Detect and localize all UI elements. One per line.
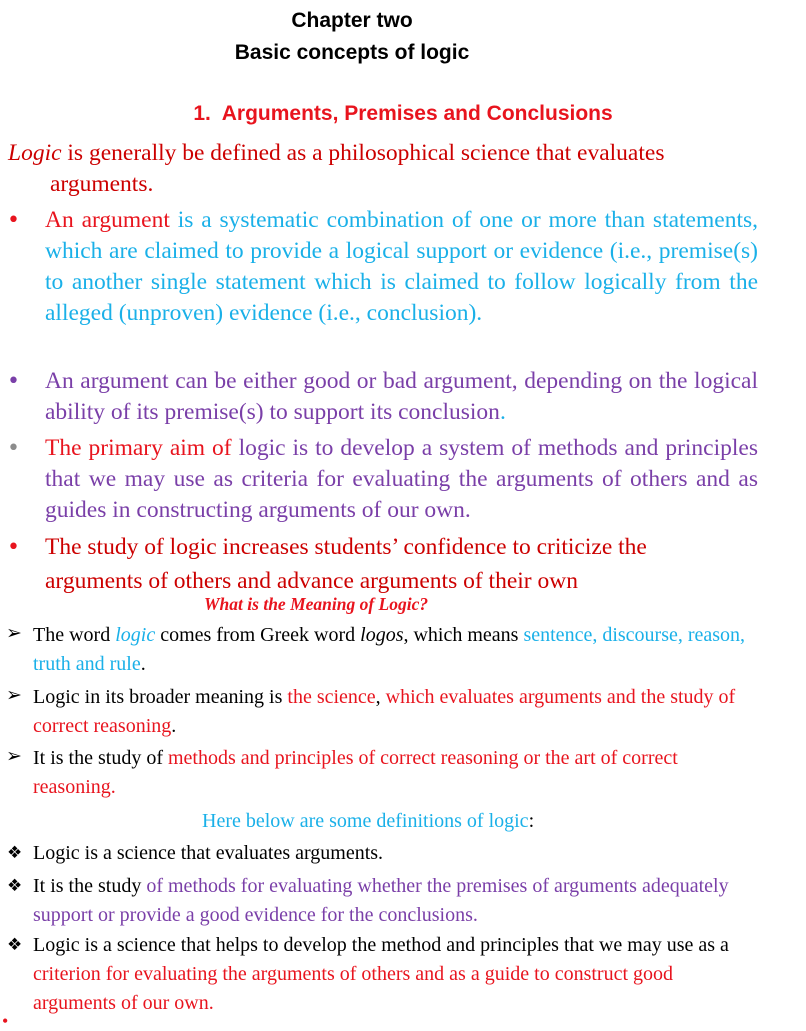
arrow-item-study-of-methods — [6, 744, 755, 802]
item-text: Logic is a science that helps to develop the method and principles that we may use as a — [33, 934, 729, 956]
item-text: , — [375, 686, 386, 708]
section-title: Arguments, Premises and Conclusions — [221, 102, 613, 125]
logos-meanings: sentence, discourse, reason, truth and rule — [33, 624, 746, 675]
item-text: . — [140, 653, 146, 675]
chapter-subtitle: Basic concepts of logic — [234, 41, 470, 64]
document-panel — [0, 578, 768, 1031]
chapter-title: Chapter two — [291, 9, 413, 32]
arrow-bullet-icon: ➢ — [6, 684, 22, 706]
bullet-marker: • — [7, 208, 20, 233]
highlight-text: methods and principles of correct reasoning or the art of correct reasoning. — [33, 747, 678, 798]
definition-item-1 — [7, 839, 755, 868]
cut-off-bullet-mark: • — [2, 1011, 9, 1031]
diamond-bullet-icon: ❖ — [7, 935, 23, 955]
term-logos: logos — [360, 624, 404, 646]
item-text: , which means — [403, 624, 524, 646]
cutoff-text-line — [45, 562, 758, 594]
section-heading — [0, 102, 806, 126]
logic-definition-continuation: arguments. — [50, 171, 154, 197]
bullet-marker: • — [7, 369, 20, 394]
highlight-text: which evaluates arguments and the study of correct reasoning — [33, 686, 736, 737]
bullet-text: is a systematic combination of one or more than statements, which are claimed to provide a logical support or evidence (i.e., premise(s) to another single statement which is claimed to follow logically from the alleged (unproven) evidence (i.e., conclusion). — [45, 207, 758, 326]
bullet-marker: • — [7, 535, 20, 560]
definitions-intro — [202, 807, 534, 836]
meaning-heading: What is the Meaning of Logic? — [204, 594, 429, 614]
arrow-item-broader-meaning — [6, 683, 755, 741]
logic-definition-text: is generally be defined as a philosophical science that evaluates — [61, 140, 665, 166]
highlight-text: the science — [287, 686, 376, 708]
bullet-good-or-bad-argument — [7, 366, 758, 428]
bullet-text: An argument can be either good or bad argument, depending on the logical ability of its premise(s) to support its conclusion — [45, 368, 758, 425]
bullet-study-of-logic — [7, 532, 758, 563]
item-text: It is the study — [33, 875, 147, 897]
definitions-intro-text: Here below are some definitions of logic — [202, 810, 529, 832]
bullet-lead: An argument — [45, 207, 170, 233]
bullet-text: The study of logic increases students’ confidence to criticize the — [45, 534, 647, 560]
item-text: It is the study of — [33, 747, 168, 769]
logic-term: Logic — [8, 140, 62, 166]
item-text: Logic in its broader meaning is — [33, 686, 288, 708]
item-text: comes from Greek word — [155, 624, 361, 646]
bullet-text: logic is to develop a system of methods and principles that we may use as criteria for evaluating the arguments of others and as guides in constructing arguments of our own. — [45, 435, 758, 523]
bullet-marker: • — [7, 436, 20, 461]
item-text: The word — [33, 624, 116, 646]
cutoff-text: arguments of others and advance arguments of their own — [45, 568, 578, 594]
item-text: . — [171, 715, 177, 737]
bullet-argument-definition — [7, 205, 758, 329]
arrow-bullet-icon: ➢ — [6, 622, 22, 644]
bullet-lead: The primary aim of — [45, 435, 232, 461]
item-text: Logic is a science that evaluates arguments. — [33, 842, 384, 864]
highlight-text: criterion for evaluating the arguments of others and as a guide to construct good arguments of our own. — [33, 963, 673, 1014]
term-logic: logic — [115, 624, 156, 646]
bullet-primary-aim — [7, 433, 758, 526]
diamond-bullet-icon: ❖ — [7, 843, 23, 863]
arrow-item-word-logic — [6, 621, 755, 679]
diamond-bullet-icon: ❖ — [7, 876, 23, 896]
definitions-intro-colon: : — [528, 810, 535, 832]
bullet-end: . — [499, 399, 506, 425]
logic-definition — [8, 138, 758, 200]
section-number: 1. — [193, 102, 211, 125]
arrow-bullet-icon: ➢ — [6, 745, 22, 767]
definition-item-2 — [7, 872, 755, 930]
highlight-text: of methods for evaluating whether the premises of arguments adequately support or provide a good evidence for the conclusions. — [33, 875, 729, 926]
definition-item-3 — [7, 931, 755, 1018]
